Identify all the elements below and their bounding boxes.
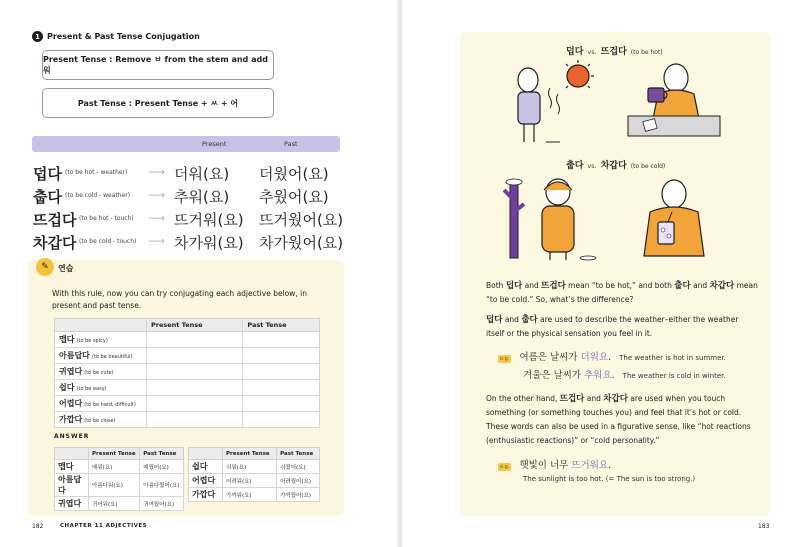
answer-label: ANSWER — [54, 433, 90, 440]
paragraph-touch: On the other hand, 뜨겁다 and 차갑다 are used when you touch something (or something touches you) and feel that it’s hot or cold. These words can also be used in a figurative sense, like “hot reactions (enthusiastic reactions)” or “cold personality.” — [486, 394, 751, 445]
table-row — [55, 396, 320, 412]
example-row — [523, 367, 726, 381]
pair-word: 뜨겁다 — [600, 47, 627, 57]
exercise-table — [54, 318, 320, 428]
answer-header-blank — [189, 448, 223, 460]
past-answer-cell[interactable] — [243, 332, 320, 348]
example-row — [498, 457, 611, 471]
past-form: 더웠어(요) — [259, 165, 329, 183]
answer-header-past: Past Tense — [277, 448, 320, 460]
adjective-word: 뜨겁다 — [33, 211, 77, 229]
past-header: Past — [284, 140, 298, 148]
example-korean: 햇빛이 너무 뜨거워요. — [519, 460, 612, 471]
exercise-word: 가깝다 — [59, 415, 83, 424]
table-row — [55, 460, 184, 474]
present-answer-cell[interactable] — [147, 396, 243, 412]
past-rule-box: Past Tense : Present Tense + ㅆ + 어 — [42, 88, 274, 118]
adjective-word: 춥다 — [33, 188, 62, 206]
eg-badge: e.g. — [500, 356, 510, 362]
answer-table-left — [54, 447, 184, 511]
adjective-gloss: (to be hot - weather) — [65, 169, 128, 176]
hot-coffee-illustration — [624, 58, 724, 148]
section-title — [32, 31, 200, 42]
conjugation-row — [33, 209, 353, 231]
exercise-word: 맵다 — [59, 335, 75, 344]
table-row — [189, 460, 320, 474]
table-row — [55, 412, 320, 428]
answer-word: 맵다 — [55, 460, 89, 474]
arrow-icon: ⟶ — [148, 234, 166, 248]
exercise-word: 쉽다 — [59, 383, 75, 392]
answer-word: 아름답다 — [55, 474, 89, 497]
cold-weather-illustration — [500, 172, 600, 264]
arrow-icon: ⟶ — [148, 188, 166, 202]
past-form: 차가웠어(요) — [259, 234, 344, 252]
pair-gloss: (to be cold) — [630, 163, 666, 170]
chapter-footer: CHAPTER 11 ADJECTIVES — [60, 523, 148, 529]
answer-word: 어렵다 — [189, 474, 223, 488]
example-english: The weather is hot in summer. — [619, 354, 726, 362]
exercise-word: 아름답다 — [59, 351, 90, 360]
present-form: 차가워(요) — [174, 234, 244, 252]
adjective-word: 덥다 — [33, 165, 62, 183]
example-english: The weather is cold in winter. — [622, 372, 726, 380]
present-answer-cell[interactable] — [147, 332, 243, 348]
present-form: 추워(요) — [174, 188, 230, 206]
arrow-icon: ⟶ — [148, 211, 166, 225]
adjective-word: 차갑다 — [33, 234, 77, 252]
answer-present: 매워(요) — [89, 460, 140, 474]
example-english: The sunlight is too hot. (= The sun is too strong.) — [523, 475, 696, 483]
past-form: 추웠어(요) — [259, 188, 329, 206]
vs-label: vs. — [587, 48, 597, 56]
answer-table-right — [188, 447, 320, 502]
vs-label: vs. — [587, 162, 597, 170]
pair-word: 춥다 — [566, 161, 584, 171]
page-number-right: 183 — [758, 523, 770, 530]
answer-past: 아름다웠어(요) — [140, 474, 184, 497]
pencil-icon: ✎ — [36, 258, 54, 276]
conjugation-header-bar — [32, 136, 340, 152]
paragraph-both: Both 덥다 and 뜨겁다 mean “to be hot,” and both 춥다 and 차갑다 mean “to be cold.” So, what’s the difference? — [486, 281, 758, 304]
present-answer-cell[interactable] — [147, 412, 243, 428]
exercise-header-past: Past Tense — [243, 319, 320, 332]
page-number-left: 182 — [32, 523, 44, 530]
table-row — [55, 497, 184, 511]
pair-title-hot — [566, 44, 663, 57]
exercise-word: 귀엽다 — [59, 367, 83, 376]
answer-header-past: Past Tense — [140, 448, 184, 460]
answer-past: 가까웠어(요) — [277, 488, 320, 502]
answer-past: 귀여웠어(요) — [140, 497, 184, 511]
answer-present: 가까워(요) — [223, 488, 277, 502]
exercise-word: 어렵다 — [59, 399, 83, 408]
adjective-gloss: (to be cold - weather) — [65, 192, 131, 199]
example-row — [498, 349, 726, 363]
table-row — [189, 474, 320, 488]
adjective-gloss: (to be hot - touch) — [79, 215, 134, 222]
past-answer-cell[interactable] — [243, 412, 320, 428]
conjugation-row — [33, 186, 353, 208]
conjugation-row — [33, 232, 353, 254]
table-row — [189, 488, 320, 502]
table-row — [55, 348, 320, 364]
example-korean: 여름은 날씨가 더워요. — [519, 352, 612, 363]
past-answer-cell[interactable] — [243, 364, 320, 380]
exercise-gloss: (to be beautiful) — [92, 354, 133, 360]
exercise-gloss: (to be hard, difficult) — [84, 402, 136, 408]
pair-word: 차갑다 — [600, 161, 627, 171]
practice-title: 연습 — [58, 264, 74, 273]
answer-header-present: Present Tense — [223, 448, 277, 460]
pair-gloss: (to be hot) — [630, 49, 663, 56]
exercise-gloss: (to be close) — [84, 418, 116, 424]
answer-word: 귀엽다 — [55, 497, 89, 511]
exercise-gloss: (to be cute) — [84, 370, 114, 376]
exercise-gloss: (to be spicy) — [76, 338, 108, 344]
past-answer-cell[interactable] — [243, 348, 320, 364]
answer-word: 쉽다 — [189, 460, 223, 474]
practice-intro: With this rule, now you can try conjugating each adjective below, in present and past tense. — [52, 289, 307, 310]
present-header: Present — [202, 140, 227, 148]
conjugation-row — [33, 163, 353, 185]
past-answer-cell[interactable] — [243, 380, 320, 396]
table-row — [55, 332, 320, 348]
past-answer-cell[interactable] — [243, 396, 320, 412]
answer-present: 어려워(요) — [223, 474, 277, 488]
answer-present: 귀여워(요) — [89, 497, 140, 511]
present-answer-cell[interactable] — [147, 380, 243, 396]
arrow-icon: ⟶ — [148, 165, 166, 179]
exercise-gloss: (to be easy) — [76, 386, 107, 392]
past-form: 뜨거웠어(요) — [259, 211, 344, 229]
pair-word: 덥다 — [566, 47, 584, 57]
answer-present: 쉬워(요) — [223, 460, 277, 474]
table-row — [55, 364, 320, 380]
present-answer-cell[interactable] — [147, 348, 243, 364]
section-title-text: Present & Past Tense Conjugation — [47, 32, 200, 41]
present-rule-box: Present Tense : Remove ㅂ from the stem and add 워 — [42, 50, 274, 80]
answer-word: 가깝다 — [189, 488, 223, 502]
pair-title-cold — [566, 158, 665, 171]
answer-past: 매웠어(요) — [140, 460, 184, 474]
present-form: 뜨거워(요) — [174, 211, 244, 229]
table-row — [55, 474, 184, 497]
answer-present: 아름다워(요) — [89, 474, 140, 497]
exercise-header-present: Present Tense — [147, 319, 243, 332]
section-number-badge: 1 — [32, 31, 43, 42]
book-gutter — [396, 0, 404, 547]
answer-header-blank — [55, 448, 89, 460]
adjective-gloss: (to be cold - touch) — [79, 238, 137, 245]
eg-badge: e.g. — [500, 464, 510, 470]
answer-past: 어려웠어(요) — [277, 474, 320, 488]
answer-past: 쉬웠어(요) — [277, 460, 320, 474]
exercise-header-blank — [55, 319, 147, 332]
cold-drink-illustration — [628, 172, 718, 264]
example-korean: 겨울은 날씨가 추워요. — [523, 370, 615, 381]
table-row — [55, 380, 320, 396]
paragraph-weather: 덥다 and 춥다 are used to describe the weather–either the weather itself or the physical sensation you feel in it. — [486, 315, 739, 338]
present-form: 더워(요) — [174, 165, 230, 183]
hot-weather-illustration — [500, 58, 600, 148]
answer-header-present: Present Tense — [89, 448, 140, 460]
present-answer-cell[interactable] — [147, 364, 243, 380]
